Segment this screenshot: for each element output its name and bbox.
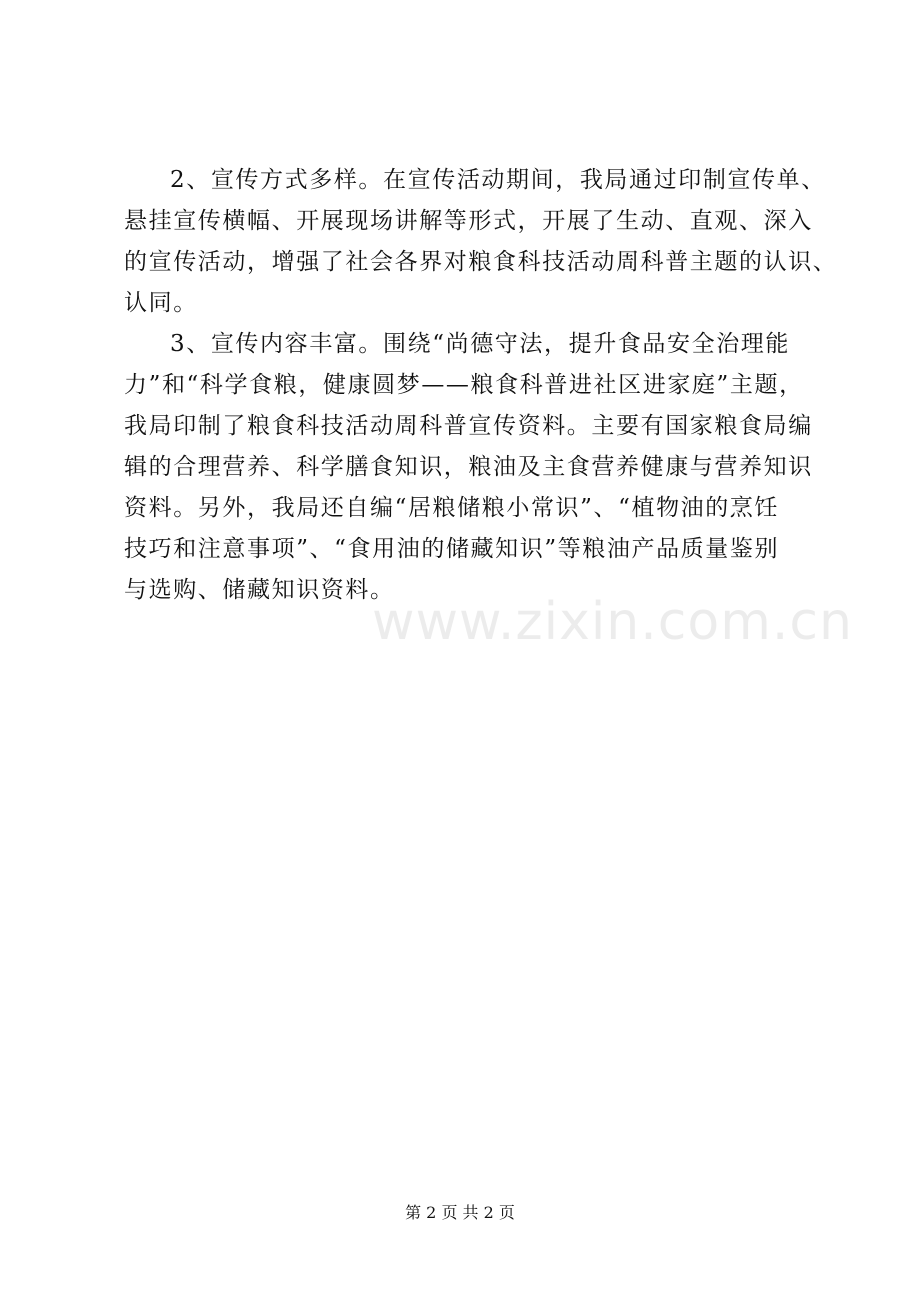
text-line: 3、宣传内容丰富。围绕“尚德守法，提升食品安全治理能 <box>170 331 790 357</box>
watermark: www.zixin.com.cn <box>372 592 853 652</box>
text-line: 2、宣传方式多样。在宣传活动期间，我局通过印制宣传单、 <box>170 167 826 193</box>
text-line: 与选购、储藏知识资料。 <box>124 577 395 603</box>
text-line: 辑的合理营养、科学膳食知识，粮油及主食营养健康与营养知识 <box>124 454 813 480</box>
text-line: 的宣传活动，增强了社会各界对粮食科技活动周科普主题的认识、 <box>124 249 838 275</box>
text-line: 技巧和注意事项”、“食用油的储藏知识”等粮油产品质量鉴别 <box>124 536 780 562</box>
page-footer: 第 2 页 共 2 页 <box>405 1203 515 1222</box>
paragraph-2 <box>124 160 844 324</box>
text-line: 力”和“科学食粮，健康圆梦——粮食科普进社区进家庭”主题， <box>124 372 804 398</box>
text-line: 资料。另外，我局还自编“居粮储粮小常识”、“植物油的烹饪 <box>124 495 780 521</box>
document-body <box>124 160 844 611</box>
paragraph-3 <box>124 324 844 611</box>
text-line: 我局印制了粮食科技活动周科普宣传资料。主要有国家粮食局编 <box>124 413 813 439</box>
text-line: 悬挂宣传横幅、开展现场讲解等形式，开展了生动、直观、深入 <box>124 208 813 234</box>
text-line: 认同。 <box>124 290 198 316</box>
